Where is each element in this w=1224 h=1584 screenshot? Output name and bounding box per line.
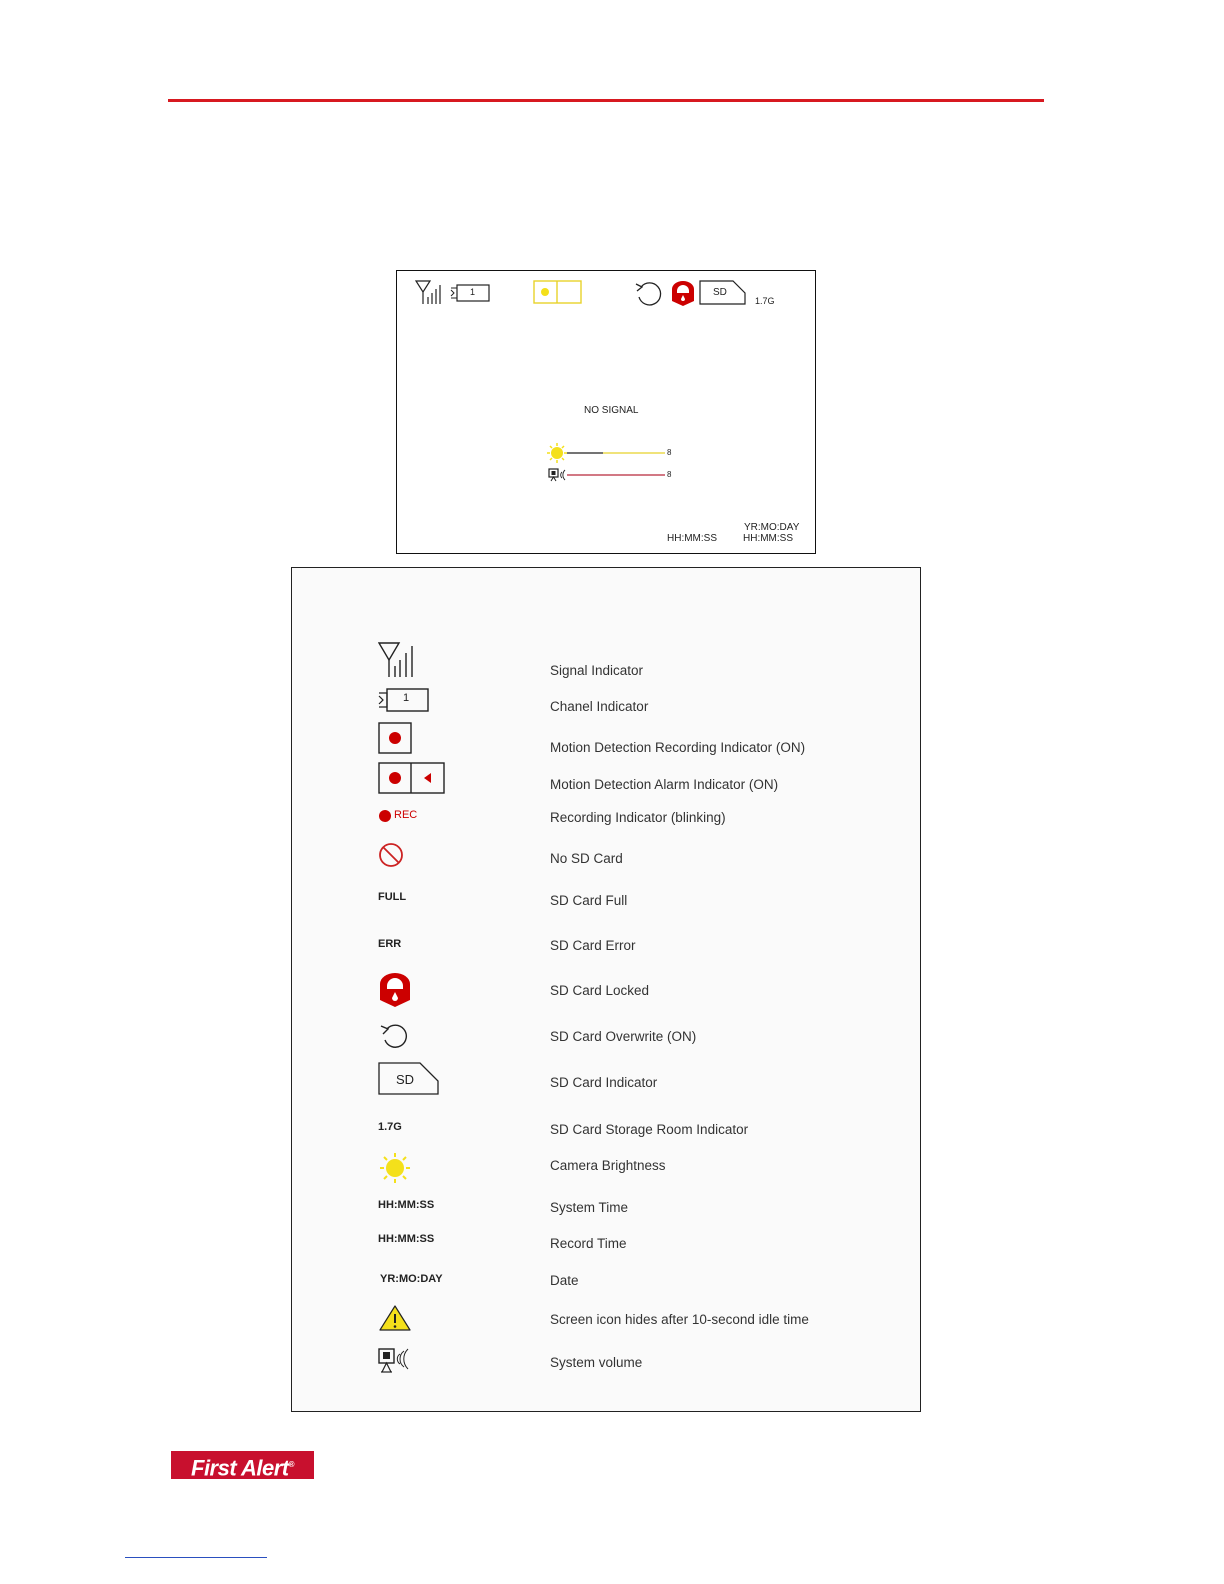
first-alert-logo: [171, 1451, 314, 1479]
logo-text: [171, 1451, 314, 1479]
legend-label: Screen icon hides after 10-second idle time: [550, 1312, 809, 1327]
overwrite-icon: [633, 280, 667, 306]
date-code: YR:MO:DAY: [380, 1273, 443, 1285]
sd-label: SD: [713, 287, 727, 298]
legend-label: SD Card Storage Room Indicator: [550, 1122, 749, 1137]
storage-code: 1.7G: [378, 1121, 402, 1133]
channel-number: 1: [470, 287, 476, 297]
volume-slider[interactable]: [567, 473, 667, 477]
legend-label: Chanel Indicator: [550, 699, 649, 714]
signal-icon: [415, 280, 445, 306]
date-readout: YR:MO:DAY: [744, 522, 800, 533]
rec-text: REC: [394, 809, 418, 821]
no-sd-icon: [378, 842, 404, 868]
legend-label: Recording Indicator (blinking): [550, 810, 726, 825]
legend-label: SD Card Indicator: [550, 1075, 658, 1090]
legend-label: System volume: [550, 1355, 643, 1370]
motion-record-icon: [378, 722, 412, 754]
legend-label: Date: [550, 1273, 579, 1288]
brightness-slider[interactable]: [567, 451, 667, 455]
header-rule: [168, 99, 1044, 102]
logo-wordmark: First Alert: [191, 1455, 289, 1481]
legend-label: Camera Brightness: [550, 1158, 666, 1173]
footer-rule: [125, 1557, 267, 1558]
lock-icon: [378, 971, 412, 1009]
legend-label: Signal Indicator: [550, 663, 644, 678]
legend-label: SD Card Error: [550, 938, 636, 953]
legend-label: SD Card Full: [550, 893, 628, 908]
motion-indicator-icon: [533, 280, 583, 304]
overwrite-icon: [378, 1021, 412, 1049]
legend-label: SD Card Locked: [550, 983, 650, 998]
sd-label: SD: [396, 1072, 415, 1087]
signal-icon: [378, 642, 418, 678]
legend-label: Motion Detection Alarm Indicator (ON): [550, 777, 779, 792]
volume-icon: [378, 1348, 414, 1374]
record-time: HH:MM:SS: [743, 533, 793, 544]
rec-icon: [378, 809, 392, 823]
system-time-code: HH:MM:SS: [378, 1199, 435, 1211]
legend-label: System Time: [550, 1200, 629, 1215]
storage-value: 1.7G: [755, 296, 775, 306]
volume-value: 8: [667, 470, 672, 479]
channel-number: 1: [403, 692, 410, 704]
legend-label: No SD Card: [550, 851, 623, 866]
icon-legend: [291, 567, 921, 1412]
legend-label: SD Card Overwrite (ON): [550, 1029, 697, 1044]
legend-label: Record Time: [550, 1236, 627, 1251]
sun-icon: [380, 1153, 410, 1183]
lock-icon: [670, 280, 696, 307]
logo-registered: ®: [288, 1460, 294, 1469]
brightness-value: 8: [667, 448, 672, 457]
legend-label: Motion Detection Recording Indicator (ON): [550, 740, 806, 755]
warning-icon: [378, 1304, 412, 1332]
err-code: ERR: [378, 938, 402, 950]
motion-alarm-icon: [378, 762, 445, 794]
monitor-screen: [396, 270, 816, 554]
full-code: FULL: [378, 891, 407, 903]
system-time: HH:MM:SS: [667, 533, 717, 544]
sun-icon: [547, 443, 567, 463]
no-signal-text: NO SIGNAL: [584, 405, 639, 416]
record-time-code: HH:MM:SS: [378, 1233, 435, 1245]
